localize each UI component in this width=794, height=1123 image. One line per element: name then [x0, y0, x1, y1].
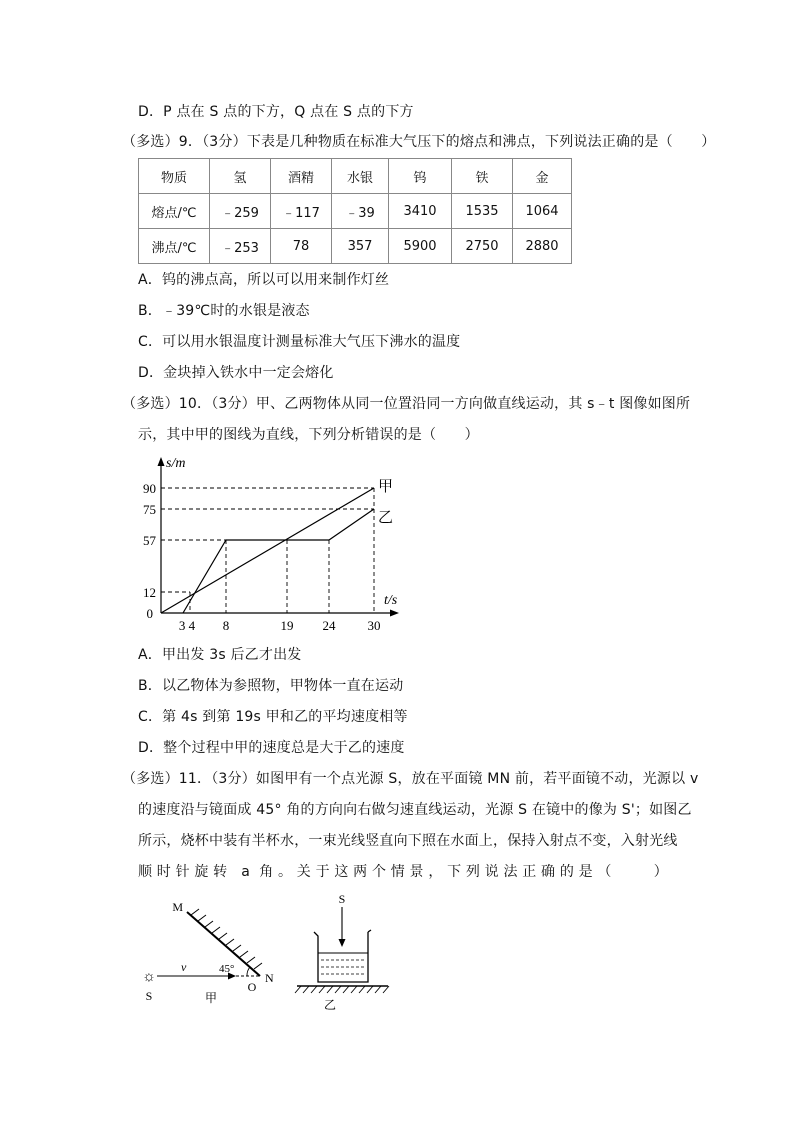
q9-stem: （多选）9．（3分）下表是几种物质在标准大气压下的熔点和沸点，下列说法正确的是（ ） [122, 134, 716, 150]
q10-stem-line1: （多选）10．（3分）甲、乙两物体从同一位置沿同一方向做直线运动，其 s﹣t 图像如图所 [122, 396, 691, 412]
table-cell: 1064 [513, 194, 572, 229]
label-m: M [172, 900, 183, 914]
x-axis-label: t/s [384, 593, 398, 608]
x-tick-8: 8 [222, 618, 230, 633]
series-jia-label: 甲 [378, 479, 394, 495]
x-axis-arrow [390, 610, 399, 617]
q9-option-a: A．钨的沸点高，所以可以用来制作灯丝 [138, 272, 390, 288]
x-tick-30: 30 [367, 618, 381, 633]
caption-yi: 乙 [323, 998, 337, 1012]
series-jia-line [161, 488, 374, 613]
caption-jia: 甲 [204, 991, 218, 1005]
label-s: S [338, 892, 346, 906]
q11-figure-jia [135, 900, 285, 1005]
table-cell: 水银 [332, 159, 389, 194]
table-cell: 1535 [452, 194, 513, 229]
q8-option-d: D．P 点在 S 点的下方，Q 点在 S 点的下方 [138, 104, 414, 120]
origin-label: 0 [146, 606, 153, 621]
label-n: N [265, 971, 274, 985]
table-row [139, 229, 572, 264]
q9-option-d: D．金块掉入铁水中一定会熔化 [138, 365, 334, 381]
q11-stem-line2: 的速度沿与镜面成 45° 角的方向向右做匀速直线运动，光源 S 在镜中的像为 S'；如图乙 [138, 802, 692, 818]
q10-stem-line2: 示，其中甲的图线为直线，下列分析错误的是（ ） [138, 427, 479, 443]
q11-stem-line3: 所示，烧杯中装有半杯水，一束光线竖直向下照在水面上，保持入射点不变，入射光线 [138, 833, 678, 849]
angle-arc [247, 967, 250, 976]
y-axis-arrow [158, 457, 165, 466]
y-axis-label: s/m [166, 456, 186, 471]
q10-option-d: D．整个过程中甲的速度总是大于乙的速度 [138, 740, 405, 756]
label-s: S [145, 989, 153, 1003]
label-angle: 45° [219, 963, 235, 975]
table-cell: 2880 [513, 229, 572, 264]
table-cell: 3410 [389, 194, 452, 229]
y-tick-57: 57 [143, 533, 156, 548]
q11-stem-line4: 顺时针旋转 a 角。关于这两个情景，下列说法正确的是（ ） [138, 864, 668, 880]
q9-option-c: C．可以用水银温度计测量标准大气压下沸水的温度 [138, 334, 461, 350]
y-tick-12: 12 [143, 585, 156, 600]
table-cell: 5900 [389, 229, 452, 264]
q11-stem-line1: （多选）11．（3分）如图甲有一个点光源 S，放在平面镜 MN 前，若平面镜不动，光源以 v [122, 771, 699, 787]
table-cell: ﹣39 [332, 194, 389, 229]
table-cell: 78 [271, 229, 332, 264]
table-row [139, 194, 572, 229]
label-v: v [181, 960, 187, 974]
table-cell: ﹣259 [210, 194, 271, 229]
q10-option-b: B．以乙物体为参照物，甲物体一直在运动 [138, 678, 404, 694]
series-yi-line [183, 509, 374, 613]
x-tick-24: 24 [322, 618, 336, 633]
table-cell: 金 [513, 159, 572, 194]
q9-properties-table [138, 158, 572, 264]
q9-option-b: B．﹣39℃时的水银是液态 [138, 303, 310, 319]
x-tick-3-4: 3 4 [178, 618, 196, 633]
table-cell: 2750 [452, 229, 513, 264]
table-cell: 氢 [210, 159, 271, 194]
label-sun: ☼ [142, 969, 156, 985]
table-cell: ﹣253 [210, 229, 271, 264]
table-header-row [139, 159, 572, 194]
q11-figure-yi [292, 890, 392, 1015]
table-cell: 钨 [389, 159, 452, 194]
table-cell: 357 [332, 229, 389, 264]
table-cell: 沸点/℃ [139, 229, 210, 264]
y-tick-90: 90 [143, 481, 156, 496]
series-yi-label: 乙 [378, 510, 394, 526]
table-cell: 物质 [139, 159, 210, 194]
label-o: O [247, 980, 257, 994]
table-cell: ﹣117 [271, 194, 332, 229]
table-cell: 酒精 [271, 159, 332, 194]
q10-option-c: C．第 4s 到第 19s 甲和乙的平均速度相等 [138, 709, 408, 725]
table-cell: 铁 [452, 159, 513, 194]
q10-st-graph [140, 455, 420, 640]
y-tick-75: 75 [143, 502, 156, 517]
q10-option-a: A．甲出发 3s 后乙才出发 [138, 647, 302, 663]
x-tick-19: 19 [280, 618, 294, 633]
table-cell: 熔点/℃ [139, 194, 210, 229]
